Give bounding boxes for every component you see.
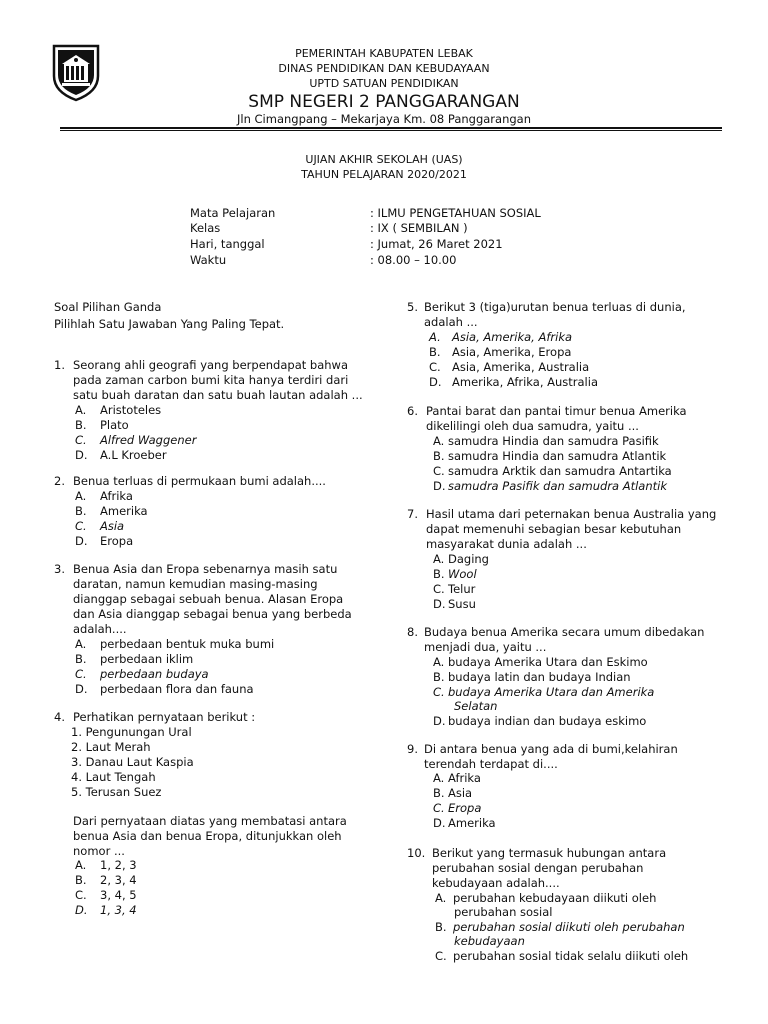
header-line-3: UPTD SATUAN PENDIDIKAN [309, 77, 459, 90]
question-text-line: dapat memenuhi sebagian besar kebutuhan [426, 522, 682, 536]
option-text: Asia, Amerika, Afrika [452, 330, 573, 344]
question-text-line: Berikut 3 (tiga)urutan benua terluas di dunia, [424, 300, 686, 314]
option-a-continued: perubahan sosial [454, 905, 553, 919]
option-text: budaya latin dan budaya Indian [448, 670, 631, 684]
option-text: Eropa [100, 534, 134, 548]
section-instruction: Pilihlah Satu Jawaban Yang Paling Tepat. [54, 317, 285, 331]
question-text-line: Benua Asia dan Eropa sebenarnya masih satu [73, 562, 338, 576]
info-value: : Jumat, 26 Maret 2021 [370, 237, 503, 251]
option-text: perubahan sosial diikuti oleh perubahan [453, 920, 685, 934]
statement-item: 2. Laut Merah [71, 740, 151, 754]
option-text: 1, 3, 4 [100, 903, 137, 917]
option-letter: B. [75, 873, 87, 887]
option-text: samudra Pasifik dan samudra Atlantik [448, 479, 667, 493]
section-title: Soal Pilihan Ganda [54, 300, 162, 314]
header-line-1: PEMERINTAH KABUPATEN LEBAK [295, 47, 473, 60]
question-number: 5. [407, 300, 418, 314]
option-text: 3, 4, 5 [100, 888, 137, 902]
option-text: budaya indian dan budaya eskimo [448, 714, 647, 728]
option-letter: D. [433, 816, 446, 830]
option-letter: D. [75, 682, 88, 696]
question-text-line: masyarakat dunia adalah ... [426, 537, 587, 551]
option-text: perubahan sosial tidak selalu diikuti oleh [453, 949, 689, 963]
question-number: 10. [407, 846, 426, 860]
option-letter: D. [429, 375, 442, 389]
option-letter: C. [75, 667, 87, 681]
exam-title: UJIAN AKHIR SEKOLAH (UAS) [305, 153, 463, 166]
question-text-line: menjadi dua, yaitu ... [424, 640, 547, 654]
option-text: 2, 3, 4 [100, 873, 137, 887]
option-letter: D. [75, 534, 88, 548]
question-text-line: Benua terluas di permukaan bumi adalah.... [73, 474, 326, 488]
question-text-line: nomor ... [73, 844, 125, 858]
option-b-continued: kebudayaan [454, 934, 525, 948]
option-text: Daging [448, 552, 489, 566]
option-letter: D. [75, 448, 88, 462]
question-text-continued [73, 814, 347, 859]
header-divider [60, 127, 722, 129]
option-letter: C. [433, 582, 445, 596]
question-text-line: terendah terdapat di.... [424, 757, 558, 771]
option-letter: B. [433, 449, 445, 463]
option-text: Afrika [448, 771, 481, 785]
question-text-line: daratan, namun kemudian masing-masing [73, 577, 318, 591]
option-text: Asia, Amerika, Eropa [452, 345, 572, 359]
statement-item: 3. Danau Laut Kaspia [71, 755, 194, 769]
option-text: samudra Hindia dan samudra Atlantik [448, 449, 667, 463]
option-text: Aristoteles [100, 403, 162, 417]
option-letter: C. [75, 433, 87, 447]
option-letter: A. [75, 489, 87, 503]
question-number: 8. [407, 625, 418, 639]
option-letter: B. [433, 567, 445, 581]
info-label: Hari, tanggal [190, 237, 265, 251]
question-text-line: Dari pernyataan diatas yang membatasi antara [73, 814, 347, 828]
statement-item: 4. Laut Tengah [71, 770, 156, 784]
option-text: Afrika [100, 489, 133, 503]
option-text: Asia, Amerika, Australia [452, 360, 590, 374]
question-number: 6. [407, 404, 418, 418]
option-letter: A. [75, 858, 87, 872]
option-letter: C. [433, 464, 445, 478]
question-text-line: Di antara benua yang ada di bumi,kelahiran [424, 742, 678, 756]
question-text-line: benua Asia dan benua Eropa, ditunjukkan oleh [73, 829, 342, 843]
option-text: Alfred Waggener [100, 433, 197, 447]
option-letter: B. [435, 920, 447, 934]
question-text-line: Hasil utama dari peternakan benua Australia yang [426, 507, 717, 521]
header-divider-thin [60, 130, 722, 131]
statement-item: 1. Pengunungan Ural [71, 725, 192, 739]
option-text: Eropa [448, 801, 482, 815]
option-text: Susu [448, 597, 476, 611]
option-text: perbedaan budaya [100, 667, 209, 681]
school-address: Jln Cimangpang – Mekarjaya Km. 08 Panggarangan [236, 112, 531, 126]
question-text-line: Seorang ahli geografi yang berpendapat bahwa [73, 358, 349, 372]
option-letter: A. [433, 771, 445, 785]
option-letter: A. [429, 330, 441, 344]
question-number: 2. [54, 474, 65, 488]
option-letter: B. [75, 652, 87, 666]
question-text-line: Berikut yang termasuk hubungan antara [432, 846, 667, 860]
question-text-line: dianggap sebagai sebuah benua. Alasan Eropa [73, 592, 344, 606]
question-text-line: dan Asia dianggap sebagai benua yang berbeda [73, 607, 352, 621]
option-letter: B. [433, 786, 445, 800]
option-text: Amerika [100, 504, 148, 518]
question-text-line: Perhatikan pernyataan berikut : [73, 710, 256, 724]
option-letter: C. [433, 685, 445, 699]
info-value: : 08.00 – 10.00 [370, 253, 457, 267]
school-name: SMP NEGERI 2 PANGGARANGAN [248, 92, 520, 112]
question-number: 4. [54, 710, 65, 724]
header-line-2: DINAS PENDIDIKAN DAN KEBUDAYAAN [278, 62, 490, 75]
question-number: 1. [54, 358, 65, 372]
question-text-line: perubahan sosial dengan perubahan [432, 861, 644, 875]
question-text-line: dikelilingi oleh dua samudra, yaitu ... [426, 419, 639, 433]
option-letter: D. [433, 479, 446, 493]
option-letter: A. [433, 655, 445, 669]
statement-item: 5. Terusan Suez [71, 785, 162, 799]
option-text: budaya Amerika Utara dan Amerika [448, 685, 655, 699]
option-letter: A. [435, 891, 447, 905]
option-text: Asia [448, 786, 473, 800]
question-number: 3. [54, 562, 65, 576]
question-text-line: Pantai barat dan pantai timur benua Amerika [426, 404, 687, 418]
question-number: 7. [407, 507, 418, 521]
option-text: A.L Kroeber [100, 448, 167, 462]
option-letter: A. [433, 434, 445, 448]
option-letter: C. [433, 801, 445, 815]
info-label: Mata Pelajaran [190, 206, 276, 220]
option-letter: A. [433, 552, 445, 566]
option-letter: B. [433, 670, 445, 684]
info-label: Kelas [190, 221, 221, 235]
info-value: : IX ( SEMBILAN ) [370, 221, 468, 235]
option-text: Amerika [448, 816, 496, 830]
option-letter: D. [75, 903, 88, 917]
option-text: perbedaan iklim [100, 652, 194, 666]
question-text-line: kebudayaan adalah.... [432, 876, 560, 890]
option-text: perubahan kebudayaan diikuti oleh [453, 891, 657, 905]
option-letter: B. [429, 345, 441, 359]
option-text: samudra Arktik dan samudra Antartika [448, 464, 672, 478]
option-text: perbedaan flora dan fauna [100, 682, 254, 696]
question-text-line: Budaya benua Amerika secara umum dibedakan [424, 625, 705, 639]
info-value: : ILMU PENGETAHUAN SOSIAL [370, 206, 541, 220]
option-letter: C. [429, 360, 441, 374]
exam-year: TAHUN PELAJARAN 2020/2021 [301, 168, 467, 181]
question-number: 9. [407, 742, 418, 756]
option-text: Plato [100, 418, 129, 432]
option-letter: A. [75, 637, 87, 651]
option-text: samudra Hindia dan samudra Pasifik [448, 434, 659, 448]
statement-list [71, 725, 194, 800]
question-text-line: adalah ... [424, 315, 478, 329]
option-letter: D. [433, 714, 446, 728]
question-text-line: satu buah daratan dan satu buah lautan adalah ... [73, 388, 363, 402]
option-text: 1, 2, 3 [100, 858, 137, 872]
option-letter: A. [75, 403, 87, 417]
option-letter: C. [75, 519, 87, 533]
option-text: Asia [100, 519, 125, 533]
option-letter: D. [433, 597, 446, 611]
option-text: Telur [448, 582, 476, 596]
option-letter: B. [75, 418, 87, 432]
question-text-line: adalah.... [73, 622, 127, 636]
option-letter: B. [75, 504, 87, 518]
question-text-line: pada zaman carbon bumi kita hanya terdiri dari [73, 373, 349, 387]
option-letter: C. [435, 949, 447, 963]
info-label: Waktu [190, 253, 227, 267]
option-letter: C. [75, 888, 87, 902]
option-c-continued: Selatan [454, 699, 498, 713]
option-text: perbedaan bentuk muka bumi [100, 637, 275, 651]
option-text: Wool [448, 567, 477, 581]
option-text: Amerika, Afrika, Australia [452, 375, 598, 389]
option-text: budaya Amerika Utara dan Eskimo [448, 655, 648, 669]
